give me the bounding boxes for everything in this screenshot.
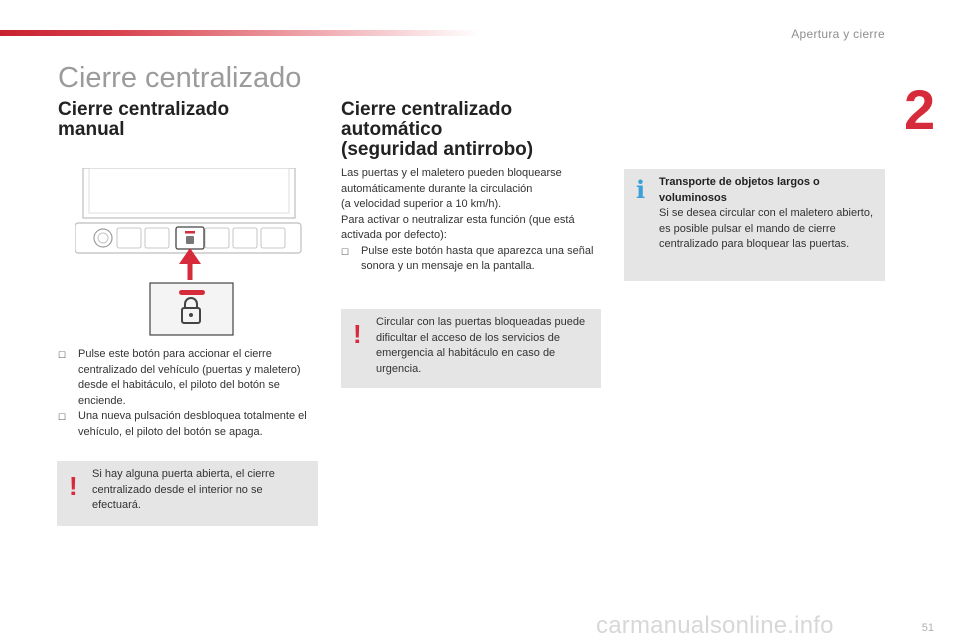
checkbox-icon: ☐ <box>58 412 67 422</box>
info-title: Transporte de objetos largos o voluminosos <box>659 176 820 204</box>
heading-line: manual <box>58 119 125 140</box>
chapter-number: 2 <box>904 78 936 141</box>
heading-line: Cierre centralizado <box>341 99 513 120</box>
heading-auto-lock <box>341 100 601 160</box>
exclamation-icon: ! <box>69 471 78 501</box>
page-title: Cierre centralizado <box>58 62 302 94</box>
heading-line: automático <box>341 119 443 140</box>
list-item <box>58 409 316 440</box>
bullet-text: Pulse este botón para accionar el cierre centralizado del vehículo (puertas y maletero) desde el habitáculo, el piloto del botón se enciende. <box>78 348 301 407</box>
paragraph: Para activar o neutralizar esta función (que está activada por defecto): <box>341 213 575 241</box>
exclamation-icon: ! <box>353 319 362 349</box>
page-number: 51 <box>921 622 934 634</box>
bullet-text: Una nueva pulsación desbloquea totalmente el vehículo, el piloto del botón se apaga. <box>78 410 307 438</box>
warning-text: Si hay alguna puerta abierta, el cierre centralizado desde el interior no se efectuará. <box>92 468 275 511</box>
heading-line: Cierre centralizado <box>58 99 230 120</box>
heading-line: (seguridad antirrobo) <box>341 139 534 160</box>
warning-text: Circular con las puertas bloqueadas puede dificultar el acceso de los servicios de emergencia al habitáculo en caso de urgencia. <box>376 316 586 375</box>
section-label: Apertura y cierre <box>791 27 885 41</box>
header-accent-bar <box>0 30 480 36</box>
checkbox-icon: ☐ <box>341 246 350 257</box>
auto-lock-description <box>341 166 601 275</box>
warning-box-emergency <box>341 309 601 388</box>
info-text: Si se desea circular con el maletero abierto, es posible pulsar el mando de cierre centralizado para bloquear las puertas. <box>659 207 873 250</box>
info-content <box>659 175 875 253</box>
info-icon: i <box>636 175 646 204</box>
console-button-illustration <box>75 168 305 343</box>
list-item <box>58 347 316 409</box>
paragraph: (a velocidad superior a 10 km/h). <box>341 198 502 210</box>
info-box-long-objects <box>624 169 885 281</box>
paragraph: Las puertas y el maletero pueden bloquearse automáticamente durante la circulación <box>341 167 562 195</box>
warning-box-open-door <box>57 461 318 526</box>
watermark: carmanualsonline.info <box>596 612 834 639</box>
checkbox-icon: ☐ <box>58 350 67 360</box>
manual-lock-instructions <box>58 347 316 440</box>
bullet-text: Pulse este botón hasta que aparezca una señal sonora y un mensaje en la pantalla. <box>361 244 594 272</box>
heading-manual-lock <box>58 100 298 140</box>
list-item <box>341 244 601 275</box>
